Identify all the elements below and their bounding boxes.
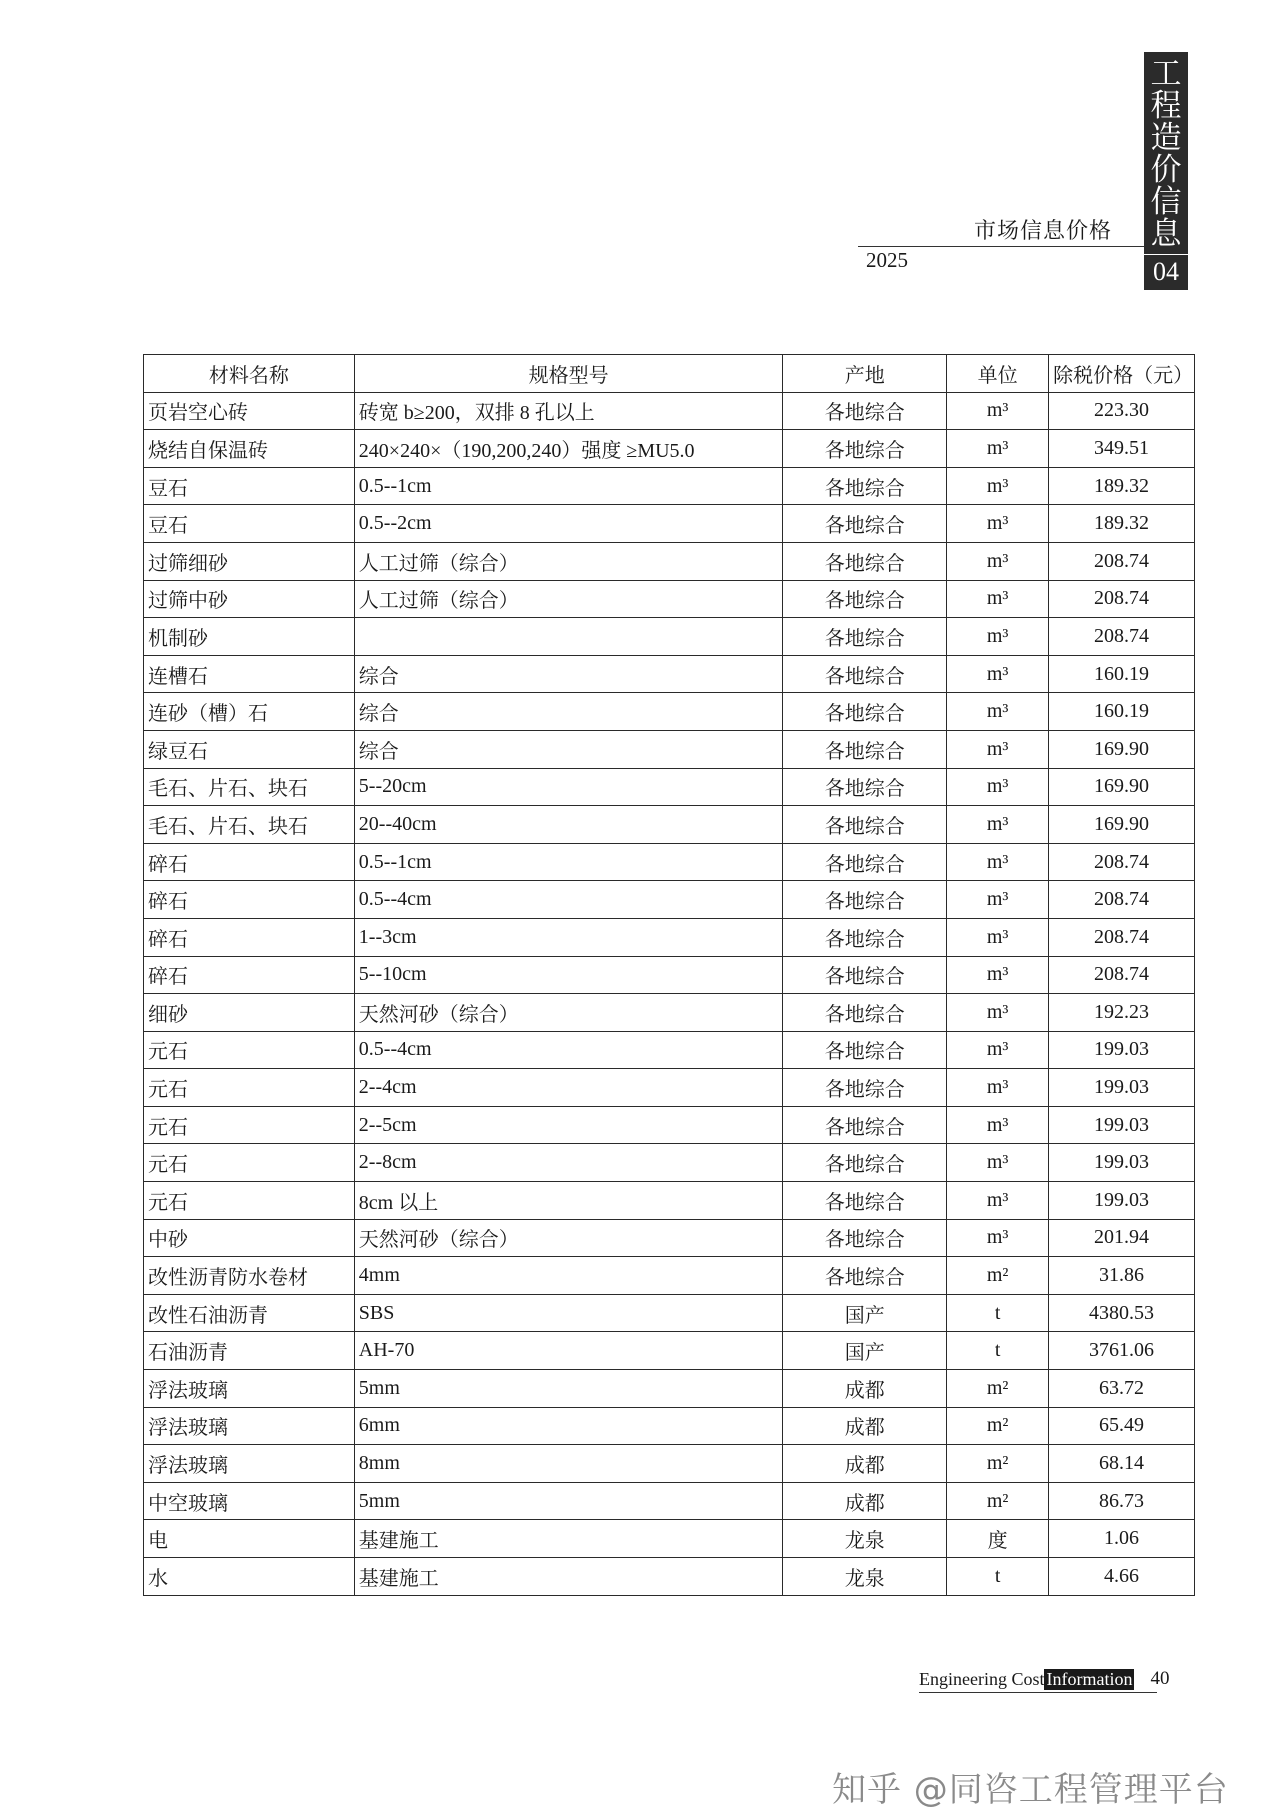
table-row — [144, 843, 1195, 881]
cell-price: 63.72 — [1049, 1370, 1195, 1408]
cell-origin: 各地综合 — [783, 1106, 947, 1144]
cell-price: 208.74 — [1049, 580, 1195, 618]
cell-price: 199.03 — [1049, 1069, 1195, 1107]
footer-divider — [919, 1692, 1157, 1693]
column-header-origin: 产地 — [783, 355, 947, 393]
table-row — [144, 580, 1195, 618]
cell-spec: 6mm — [354, 1407, 783, 1445]
cell-unit: m³ — [947, 1069, 1049, 1107]
cell-unit: m² — [947, 1445, 1049, 1483]
cell-origin: 成都 — [783, 1445, 947, 1483]
cell-spec: 4mm — [354, 1257, 783, 1295]
cell-origin: 各地综合 — [783, 730, 947, 768]
cell-unit: m³ — [947, 918, 1049, 956]
cell-price: 208.74 — [1049, 843, 1195, 881]
table-row — [144, 768, 1195, 806]
page-footer — [919, 1668, 1169, 1690]
cell-origin: 各地综合 — [783, 918, 947, 956]
cell-material-name: 过筛细砂 — [144, 542, 355, 580]
cell-unit: m³ — [947, 392, 1049, 430]
publication-year: 2025 — [866, 248, 908, 272]
cell-price: 4.66 — [1049, 1558, 1195, 1596]
cell-origin: 各地综合 — [783, 693, 947, 731]
cell-price: 4380.53 — [1049, 1294, 1195, 1332]
cell-price: 68.14 — [1049, 1445, 1195, 1483]
table-row — [144, 881, 1195, 919]
cell-unit: m² — [947, 1370, 1049, 1408]
cell-material-name: 过筛中砂 — [144, 580, 355, 618]
cell-unit: m³ — [947, 843, 1049, 881]
cell-unit: m² — [947, 1482, 1049, 1520]
cell-origin: 国产 — [783, 1294, 947, 1332]
cell-material-name: 烧结自保温砖 — [144, 430, 355, 468]
magazine-side-tab — [1144, 52, 1188, 290]
cell-unit: m² — [947, 1407, 1049, 1445]
cell-material-name: 电 — [144, 1520, 355, 1558]
section-title: 市场信息价格 — [974, 219, 1113, 244]
cell-spec: 0.5--1cm — [354, 843, 783, 881]
column-header-price: 除税价格（元） — [1049, 355, 1195, 393]
footer-brand-inverted: Information — [1046, 1668, 1133, 1689]
cell-price: 3761.06 — [1049, 1332, 1195, 1370]
cell-origin: 各地综合 — [783, 768, 947, 806]
cell-price: 208.74 — [1049, 918, 1195, 956]
issue-number: 04 — [1144, 254, 1188, 287]
table-row — [144, 1407, 1195, 1445]
cell-spec: 0.5--1cm — [354, 467, 783, 505]
table-row — [144, 1182, 1195, 1220]
cell-origin: 各地综合 — [783, 618, 947, 656]
table-row — [144, 655, 1195, 693]
cell-material-name: 中空玻璃 — [144, 1482, 355, 1520]
cell-unit: m³ — [947, 994, 1049, 1032]
cell-price: 201.94 — [1049, 1219, 1195, 1257]
cell-material-name: 豆石 — [144, 505, 355, 543]
cell-origin: 各地综合 — [783, 1031, 947, 1069]
cell-spec: 1--3cm — [354, 918, 783, 956]
cell-origin: 成都 — [783, 1370, 947, 1408]
cell-material-name: 豆石 — [144, 467, 355, 505]
cell-origin: 各地综合 — [783, 1182, 947, 1220]
cell-material-name: 连砂（槽）石 — [144, 693, 355, 731]
cell-material-name: 元石 — [144, 1069, 355, 1107]
cell-origin: 各地综合 — [783, 392, 947, 430]
cell-unit: m³ — [947, 806, 1049, 844]
table-row — [144, 1257, 1195, 1295]
cell-price: 31.86 — [1049, 1257, 1195, 1295]
table-row — [144, 1558, 1195, 1596]
cell-unit: m³ — [947, 1219, 1049, 1257]
cell-origin: 各地综合 — [783, 994, 947, 1032]
column-header-name: 材料名称 — [144, 355, 355, 393]
cell-spec: 天然河砂（综合） — [354, 994, 783, 1032]
cell-spec: 综合 — [354, 655, 783, 693]
table-row — [144, 1332, 1195, 1370]
cell-spec: 8mm — [354, 1445, 783, 1483]
column-header-spec: 规格型号 — [354, 355, 783, 393]
table-row — [144, 1370, 1195, 1408]
table-row — [144, 1106, 1195, 1144]
cell-price: 169.90 — [1049, 768, 1195, 806]
cell-unit: m³ — [947, 580, 1049, 618]
cell-price: 349.51 — [1049, 430, 1195, 468]
cell-spec — [354, 618, 783, 656]
cell-material-name: 中砂 — [144, 1219, 355, 1257]
watermark-text: 知乎 @同咨工程管理平台 — [832, 1770, 1229, 1810]
cell-unit: m³ — [947, 693, 1049, 731]
table-row — [144, 693, 1195, 731]
cell-origin: 各地综合 — [783, 1219, 947, 1257]
table-row — [144, 730, 1195, 768]
cell-origin: 各地综合 — [783, 430, 947, 468]
price-table — [143, 354, 1195, 1596]
cell-price: 199.03 — [1049, 1106, 1195, 1144]
table-row — [144, 1031, 1195, 1069]
cell-material-name: 绿豆石 — [144, 730, 355, 768]
cell-unit: m³ — [947, 618, 1049, 656]
table-row — [144, 994, 1195, 1032]
cell-spec: 5mm — [354, 1482, 783, 1520]
cell-origin: 各地综合 — [783, 1144, 947, 1182]
side-tab-char: 工 — [1150, 56, 1182, 92]
column-header-unit: 单位 — [947, 355, 1049, 393]
cell-origin: 各地综合 — [783, 1257, 947, 1295]
cell-material-name: 连槽石 — [144, 655, 355, 693]
cell-price: 192.23 — [1049, 994, 1195, 1032]
cell-unit: m³ — [947, 1106, 1049, 1144]
cell-unit: m³ — [947, 1144, 1049, 1182]
cell-material-name: 机制砂 — [144, 618, 355, 656]
table-row — [144, 1144, 1195, 1182]
cell-material-name: 元石 — [144, 1106, 355, 1144]
cell-price: 65.49 — [1049, 1407, 1195, 1445]
cell-spec: 5mm — [354, 1370, 783, 1408]
cell-unit: m³ — [947, 467, 1049, 505]
cell-origin: 龙泉 — [783, 1520, 947, 1558]
cell-origin: 各地综合 — [783, 956, 947, 994]
cell-price: 208.74 — [1049, 618, 1195, 656]
cell-unit: m³ — [947, 730, 1049, 768]
cell-material-name: 浮法玻璃 — [144, 1407, 355, 1445]
cell-spec: 2--4cm — [354, 1069, 783, 1107]
cell-origin: 各地综合 — [783, 467, 947, 505]
cell-price: 199.03 — [1049, 1031, 1195, 1069]
cell-origin: 各地综合 — [783, 505, 947, 543]
cell-spec: 0.5--4cm — [354, 1031, 783, 1069]
table-row — [144, 1294, 1195, 1332]
cell-material-name: 浮法玻璃 — [144, 1370, 355, 1408]
cell-unit: m³ — [947, 1182, 1049, 1220]
cell-origin: 各地综合 — [783, 881, 947, 919]
cell-material-name: 页岩空心砖 — [144, 392, 355, 430]
cell-unit: t — [947, 1558, 1049, 1596]
page-number: 40 — [1150, 1668, 1170, 1689]
cell-unit: m³ — [947, 655, 1049, 693]
cell-unit: 度 — [947, 1520, 1049, 1558]
cell-origin: 各地综合 — [783, 843, 947, 881]
cell-spec: 综合 — [354, 693, 783, 731]
cell-origin: 各地综合 — [783, 806, 947, 844]
cell-price: 169.90 — [1049, 730, 1195, 768]
table-row — [144, 1482, 1195, 1520]
cell-spec: 0.5--4cm — [354, 881, 783, 919]
cell-material-name: 元石 — [144, 1182, 355, 1220]
table-row — [144, 806, 1195, 844]
cell-price: 199.03 — [1049, 1144, 1195, 1182]
cell-origin: 成都 — [783, 1482, 947, 1520]
table-row — [144, 1069, 1195, 1107]
cell-price: 199.03 — [1049, 1182, 1195, 1220]
cell-unit: m³ — [947, 430, 1049, 468]
cell-spec: 20--40cm — [354, 806, 783, 844]
cell-material-name: 改性沥青防水卷材 — [144, 1257, 355, 1295]
cell-spec: 2--5cm — [354, 1106, 783, 1144]
cell-price: 208.74 — [1049, 881, 1195, 919]
table-row — [144, 430, 1195, 468]
cell-material-name: 改性石油沥青 — [144, 1294, 355, 1332]
cell-spec: 5--20cm — [354, 768, 783, 806]
cell-spec: 8cm 以上 — [354, 1182, 783, 1220]
cell-unit: m³ — [947, 956, 1049, 994]
cell-price: 208.74 — [1049, 542, 1195, 580]
cell-material-name: 水 — [144, 1558, 355, 1596]
cell-spec: 天然河砂（综合） — [354, 1219, 783, 1257]
header-divider — [858, 246, 1144, 247]
table-row — [144, 1520, 1195, 1558]
cell-material-name: 碎石 — [144, 956, 355, 994]
table-row — [144, 1445, 1195, 1483]
cell-spec: 基建施工 — [354, 1558, 783, 1596]
table-row — [144, 956, 1195, 994]
cell-material-name: 浮法玻璃 — [144, 1445, 355, 1483]
side-tab-char: 息 — [1150, 216, 1182, 252]
cell-unit: m² — [947, 1257, 1049, 1295]
cell-price: 223.30 — [1049, 392, 1195, 430]
cell-unit: m³ — [947, 768, 1049, 806]
table-row — [144, 392, 1195, 430]
cell-material-name: 毛石、片石、块石 — [144, 768, 355, 806]
cell-price: 1.06 — [1049, 1520, 1195, 1558]
cell-material-name: 石油沥青 — [144, 1332, 355, 1370]
side-tab-char: 程 — [1150, 88, 1182, 124]
table-row — [144, 542, 1195, 580]
table-body — [144, 392, 1195, 1595]
table-row — [144, 618, 1195, 656]
cell-spec: 240×240×（190,200,240）强度 ≥MU5.0 — [354, 430, 783, 468]
cell-spec: 综合 — [354, 730, 783, 768]
cell-origin: 成都 — [783, 1407, 947, 1445]
cell-unit: m³ — [947, 505, 1049, 543]
cell-price: 160.19 — [1049, 693, 1195, 731]
cell-material-name: 毛石、片石、块石 — [144, 806, 355, 844]
cell-price: 189.32 — [1049, 505, 1195, 543]
cell-spec: 基建施工 — [354, 1520, 783, 1558]
table-row — [144, 1219, 1195, 1257]
cell-price: 208.74 — [1049, 956, 1195, 994]
cell-spec: AH-70 — [354, 1332, 783, 1370]
cell-material-name: 元石 — [144, 1031, 355, 1069]
cell-spec: 2--8cm — [354, 1144, 783, 1182]
side-tab-char: 造 — [1150, 120, 1182, 156]
cell-spec: 砖宽 b≥200，双排 8 孔以上 — [354, 392, 783, 430]
cell-origin: 龙泉 — [783, 1558, 947, 1596]
cell-price: 160.19 — [1049, 655, 1195, 693]
cell-spec: 人工过筛（综合） — [354, 542, 783, 580]
table-row — [144, 918, 1195, 956]
cell-spec: 人工过筛（综合） — [354, 580, 783, 618]
side-tab-char: 信 — [1150, 184, 1182, 220]
cell-unit: m³ — [947, 1031, 1049, 1069]
cell-unit: m³ — [947, 881, 1049, 919]
cell-unit: t — [947, 1294, 1049, 1332]
cell-unit: m³ — [947, 542, 1049, 580]
cell-origin: 各地综合 — [783, 655, 947, 693]
cell-spec: 5--10cm — [354, 956, 783, 994]
cell-origin: 各地综合 — [783, 580, 947, 618]
cell-unit: t — [947, 1332, 1049, 1370]
table-row — [144, 505, 1195, 543]
table-header-row — [144, 355, 1195, 393]
cell-material-name: 细砂 — [144, 994, 355, 1032]
cell-material-name: 碎石 — [144, 881, 355, 919]
cell-price: 169.90 — [1049, 806, 1195, 844]
cell-material-name: 碎石 — [144, 843, 355, 881]
cell-material-name: 元石 — [144, 1144, 355, 1182]
cell-material-name: 碎石 — [144, 918, 355, 956]
cell-origin: 各地综合 — [783, 542, 947, 580]
side-tab-char: 价 — [1150, 152, 1182, 188]
cell-spec: SBS — [354, 1294, 783, 1332]
cell-origin: 各地综合 — [783, 1069, 947, 1107]
cell-price: 86.73 — [1049, 1482, 1195, 1520]
table-row — [144, 467, 1195, 505]
cell-price: 189.32 — [1049, 467, 1195, 505]
cell-origin: 国产 — [783, 1332, 947, 1370]
cell-spec: 0.5--2cm — [354, 505, 783, 543]
footer-brand-text: Engineering Cost — [919, 1668, 1045, 1689]
